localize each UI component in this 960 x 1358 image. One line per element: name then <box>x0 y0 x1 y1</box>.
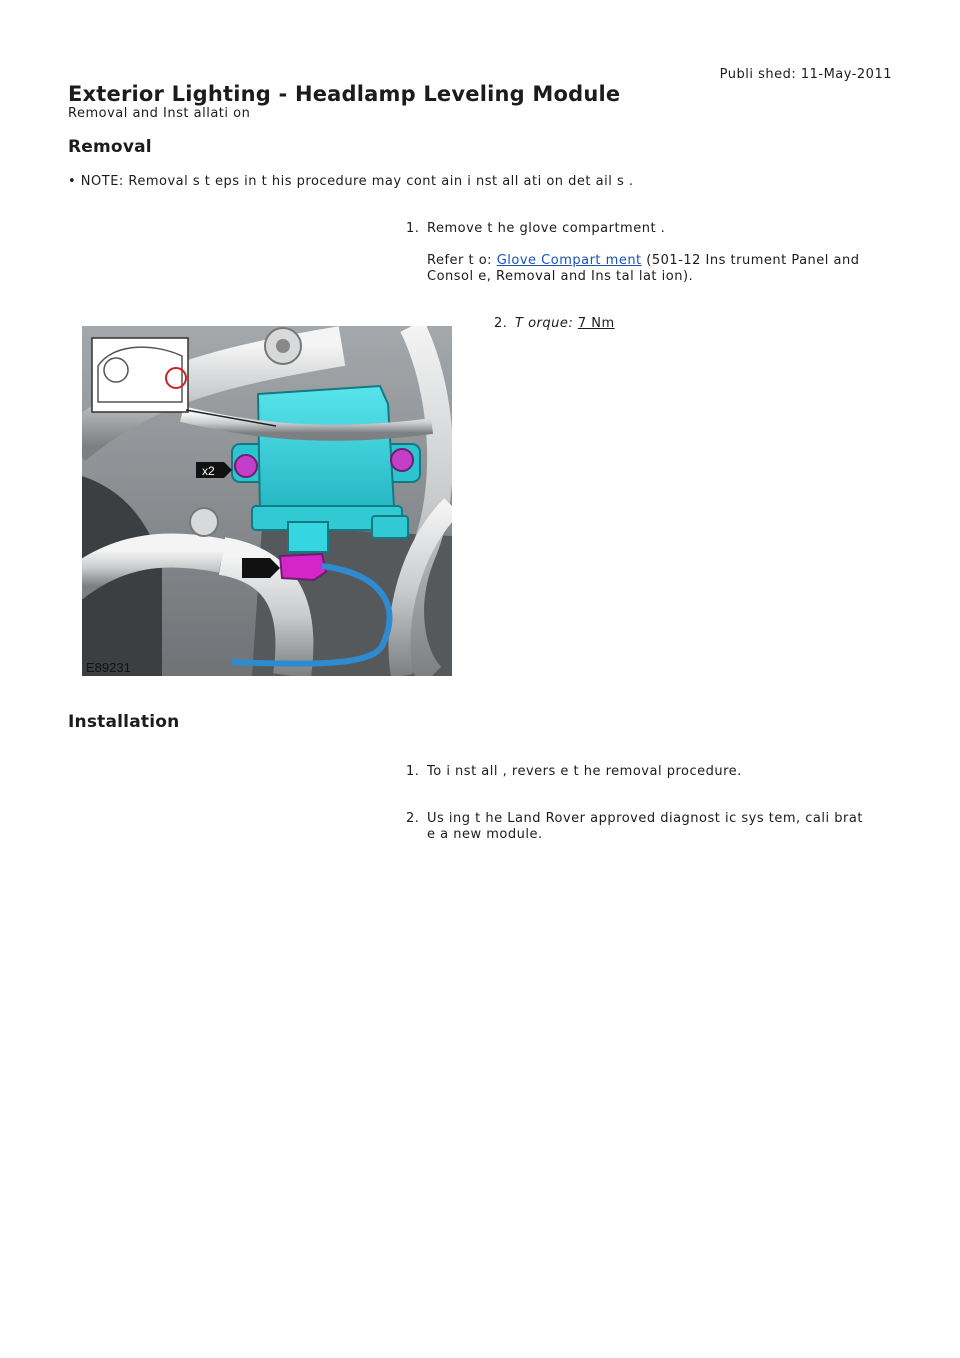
step-text: To i nst all , revers e t he removal procedure. <box>427 764 742 779</box>
step-number: 1. <box>406 221 420 236</box>
torque-label: T orque: <box>515 316 578 331</box>
step-reference <box>427 253 886 285</box>
removal-step-1 <box>406 221 886 285</box>
removal-step-2 <box>494 316 874 332</box>
module-bolt-icon <box>391 449 413 471</box>
step-text: Remove t he glove compartment . <box>427 221 666 236</box>
installation-step-2 <box>406 811 876 843</box>
module-tab <box>372 516 408 538</box>
module-connector-housing <box>288 522 328 552</box>
figure-label: E89231 <box>86 660 131 675</box>
step-number: 2. <box>406 811 420 826</box>
bolt-icon <box>190 508 218 536</box>
step-number: 2. <box>494 316 508 331</box>
bolt-icon <box>276 339 290 353</box>
headlamp-leveling-module <box>258 386 394 516</box>
published-date: Publi shed: 11-May-2011 <box>719 67 892 82</box>
installation-heading: Installation <box>68 712 180 732</box>
step-text: Us ing t he Land Rover approved diagnost ic sys tem, cali brat e a new module. <box>427 811 863 842</box>
callout-quantity: x2 <box>202 464 215 478</box>
step-number: 1. <box>406 764 420 779</box>
removal-heading: Removal <box>68 137 152 157</box>
module-bolt-icon <box>235 455 257 477</box>
module-illustration <box>82 326 452 676</box>
electrical-connector <box>280 554 326 580</box>
torque-spec <box>515 316 874 332</box>
torque-value-link[interactable]: 7 Nm <box>577 316 615 331</box>
reference-prefix: Refer t o: <box>427 253 497 268</box>
page-title: Exterior Lighting - Headlamp Leveling Module <box>68 82 621 106</box>
installation-step-1 <box>406 764 886 780</box>
module-illustration-svg <box>82 326 452 676</box>
glove-compartment-link[interactable]: Glove Compart ment <box>496 253 642 268</box>
page-subtitle: Removal and Inst allati on <box>68 106 251 121</box>
reference-suffix: (501-12 Ins trument Panel and Consol e, Removal and Ins tal lat ion). <box>427 253 860 284</box>
location-inset <box>92 338 188 412</box>
removal-note: • NOTE: Removal s t eps in t his procedure may cont ain i nst all ati on det ail s . <box>68 174 634 189</box>
